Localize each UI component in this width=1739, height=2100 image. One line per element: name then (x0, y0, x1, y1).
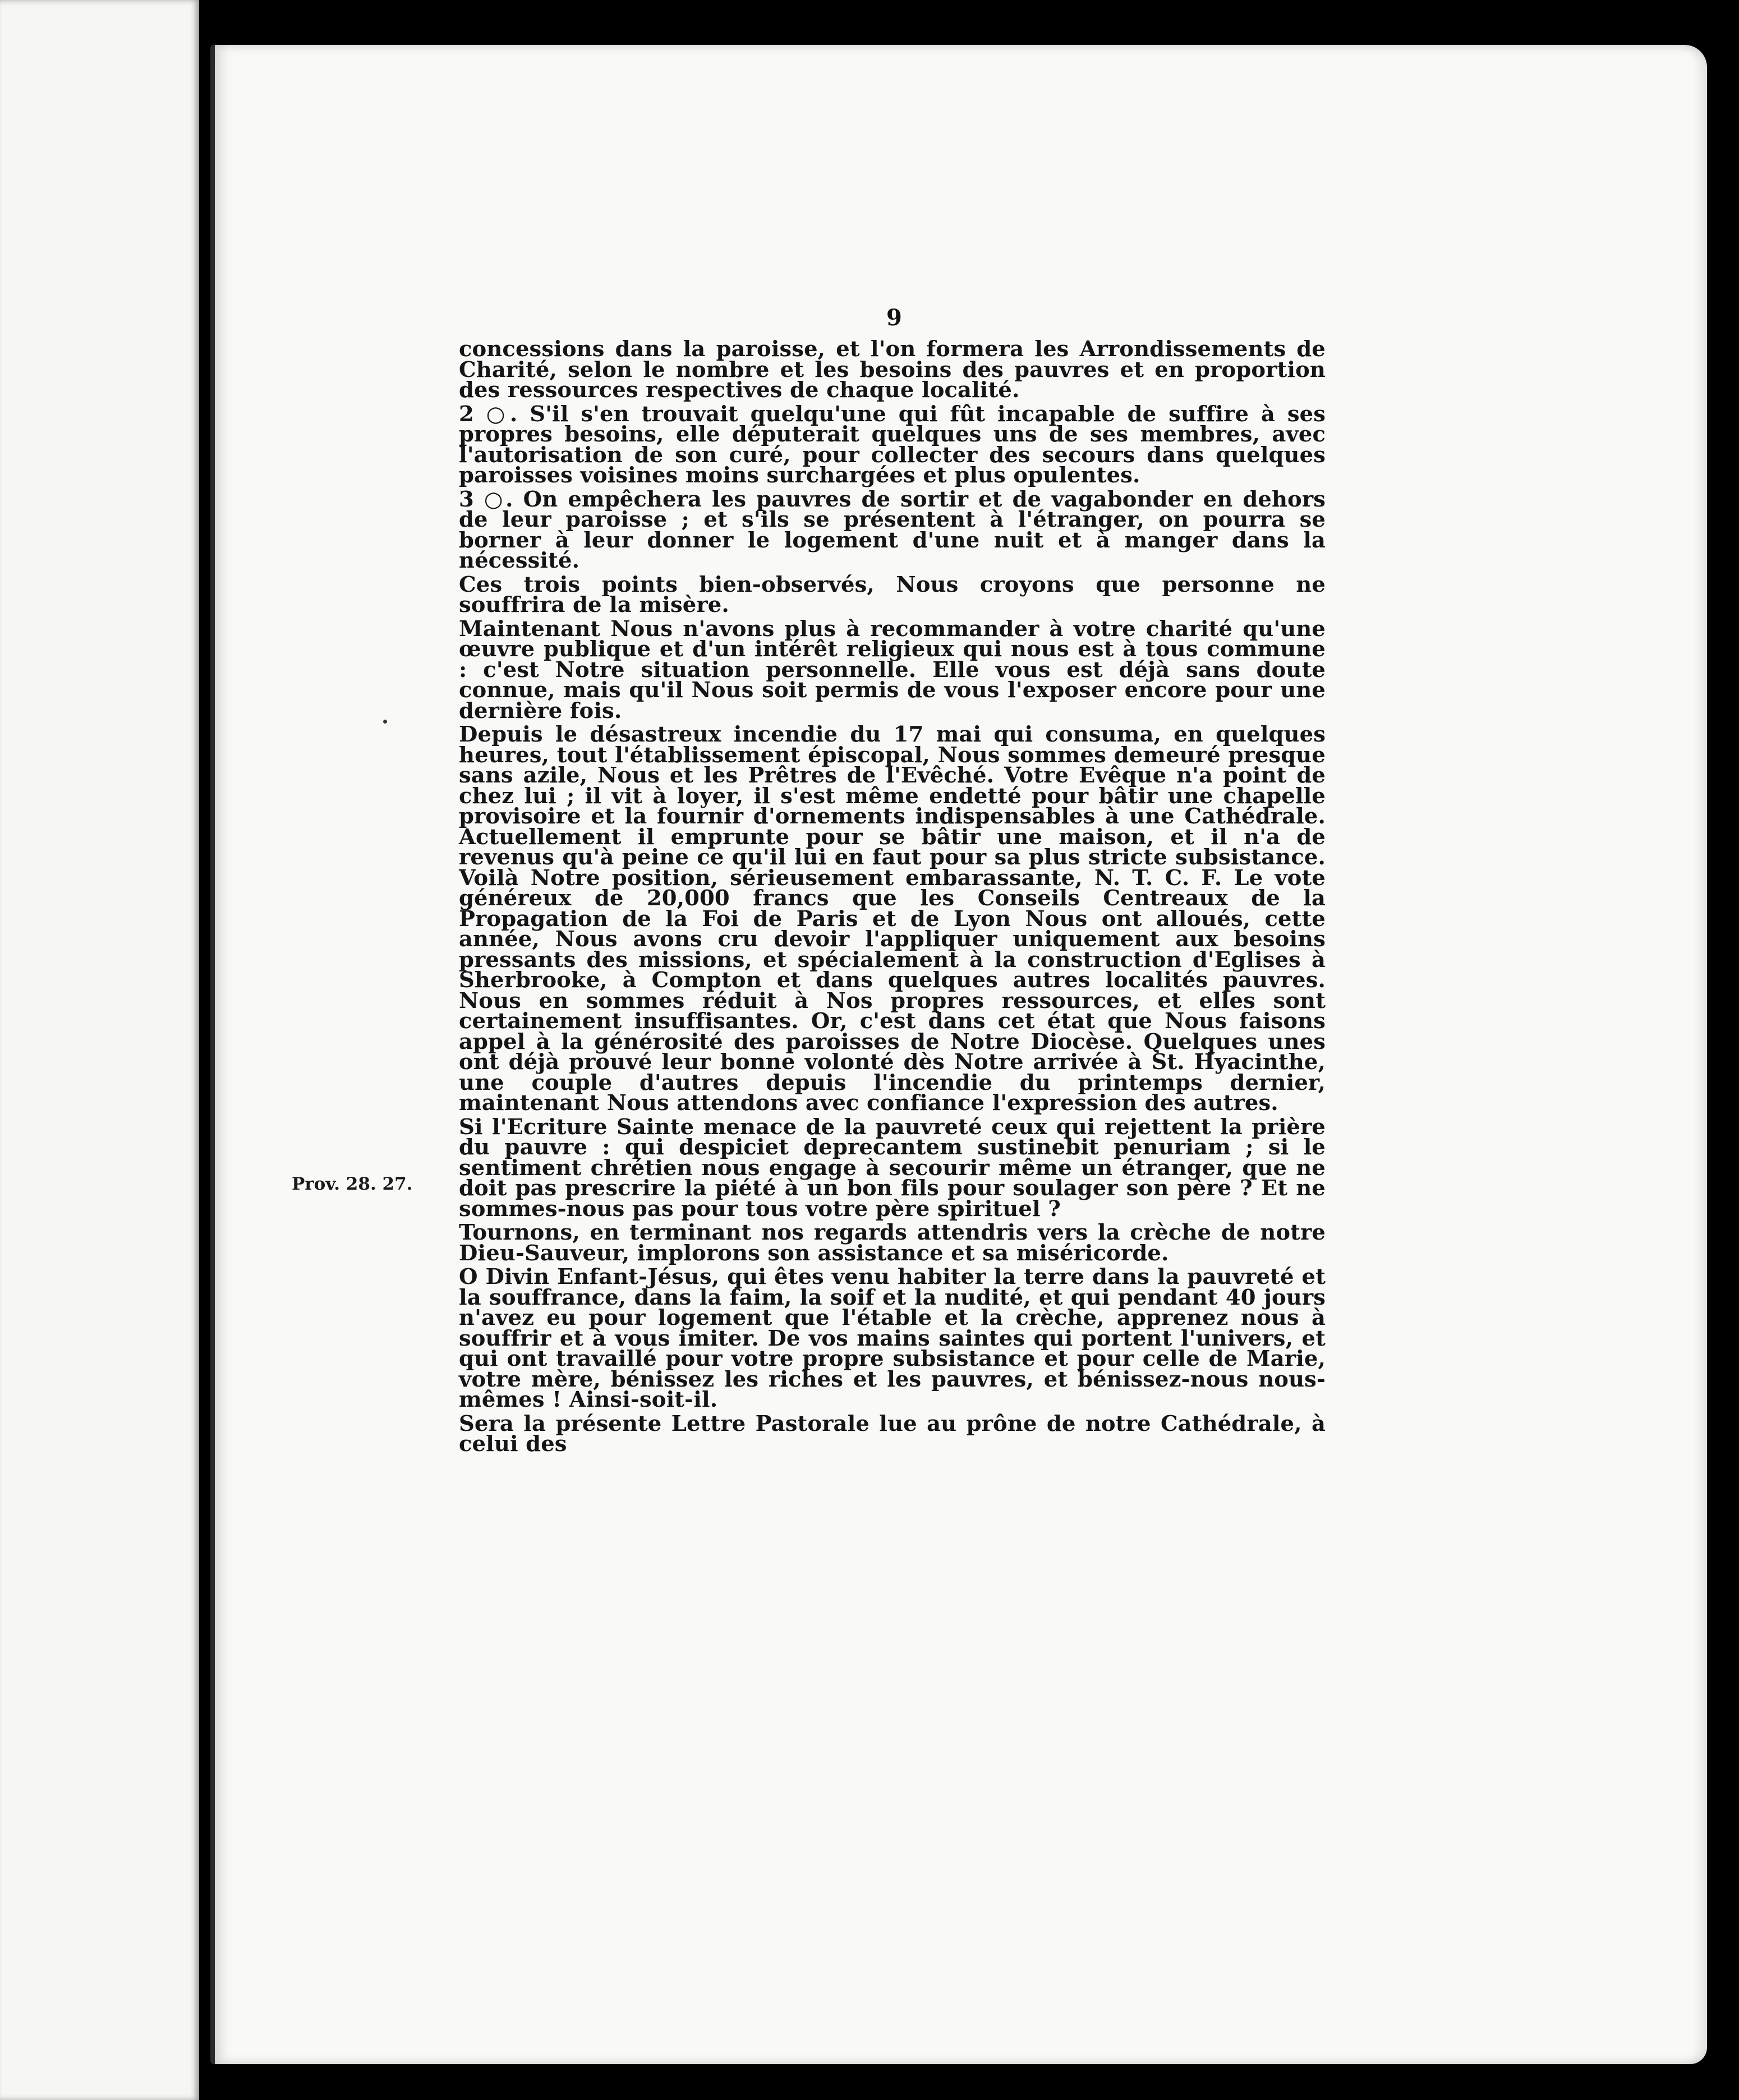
paragraph: Depuis le désastreux incendie du 17 mai qui consuma, en quelques heures, tout l'établissement épiscopal, Nous sommes demeuré presque sans azile, Nous et les Prêtres de l'Evêché. Votre Evêque n'a point de chez lui ; il vit à loyer, il s'est même endetté pour bâtir une chapelle provisoire et la fournir d'ornements indispensables à une Cathédrale. Actuellement il emprunte pour se bâtir une maison, et il n'a de revenus qu'à peine ce qu'il lui en faut pour sa plus stricte subsistance. Voilà Notre position, sérieusement embarassante, N. T. C. F. Le vote généreux de 20,000 francs que les Conseils Centreaux de la Propagation de la Foi de Paris et de Lyon Nous ont alloués, cette année, Nous avons cru devoir l'appliquer uniquement aux besoins pressants des missions, et spécialement à la construction d'Eglises à Sherbrooke, à Compton et dans quelques autres localités pauvres. Nous en sommes réduit à Nos propres ressources, et elles sont certainement insuffisantes. Or, c'est dans cet état que Nous faisons appel à la générosité des paroisses de Notre Diocèse. Quelques unes ont déjà prouvé leur bonne volonté dès Notre arrivée à St. Hyacinthe, une couple d'autres depuis l'incendie du printemps dernier, maintenant Nous attendons avec confiance l'expression des autres. (459, 722, 1326, 1116)
left-page (0, 0, 199, 2100)
paragraph: Ces trois points bien-observés, Nous croyons que personne ne souffrira de la misère. (459, 572, 1326, 618)
paragraph: 3 ○. On empêchera les pauvres de sortir et de vagabonder en dehors de leur paroisse ; et s'ils se présentent à l'étranger, on pourra se borner à leur donner le logement d'une nuit et à manger dans la nécessité. (459, 486, 1326, 573)
paragraph: concessions dans la paroisse, et l'on formera les Arrondissements de Charité, selon le nombre et les besoins des pauvres et en proportion des ressources respectives de chaque localité. (459, 337, 1326, 403)
paragraph: Tournons, en terminant nos regards attendris vers la crèche de notre Dieu-Sauveur, implorons son assistance et sa miséricorde. (459, 1220, 1326, 1266)
body-text (459, 339, 1326, 1458)
page-number: 9 (886, 305, 902, 331)
paragraph: O Divin Enfant-Jésus, qui êtes venu habiter la terre dans la pauvreté et la souffrance, dans la faim, la soif et la nudité, et qui pendant 40 jours n'avez eu pour logement que l'étable et la crèche, apprenez nous à souffrir et à vous imiter. De vos mains saintes qui portent l'univers, et qui ont travaillé pour votre propre subsistance et pour celle de Marie, votre mère, bénissez les riches et les pauvres, et bénissez-nous nous-mêmes ! Ainsi-soit-il. (459, 1264, 1326, 1412)
paragraph: Si l'Ecriture Sainte menace de la pauvreté ceux qui rejettent la prière du pauvre : qui despiciet deprecantem sustinebit penuriam ; si le sentiment chrétien nous engage à secourir même un étranger, que ne doit pas prescrire la piété à un bon fils pour soulager son père ? Et ne sommes-nous pas pour tous votre père spirituel ? (459, 1114, 1326, 1222)
paragraph: 2 ○. S'il s'en trouvait quelqu'une qui fût incapable de suffire à ses propres besoins, elle députerait quelques uns de ses membres, avec l'autorisation de son curé, pour collecter des secours dans quelques paroisses voisines moins surchargées et plus opulentes. (459, 401, 1326, 488)
paragraph: Maintenant Nous n'avons plus à recommander à votre charité qu'une œuvre publique et d'un intérêt religieux qui nous est à tous commune : c'est Notre situation personnelle. Elle vous est déjà sans doute connue, mais qu'il Nous soit permis de vous l'exposer encore pour une dernière fois. (459, 616, 1326, 724)
paragraph: Sera la présente Lettre Pastorale lue au prône de notre Cathédrale, à celui des (459, 1411, 1326, 1457)
margin-note-reference: Prov. 28. 27. (292, 1174, 413, 1194)
margin-mark (383, 720, 387, 724)
